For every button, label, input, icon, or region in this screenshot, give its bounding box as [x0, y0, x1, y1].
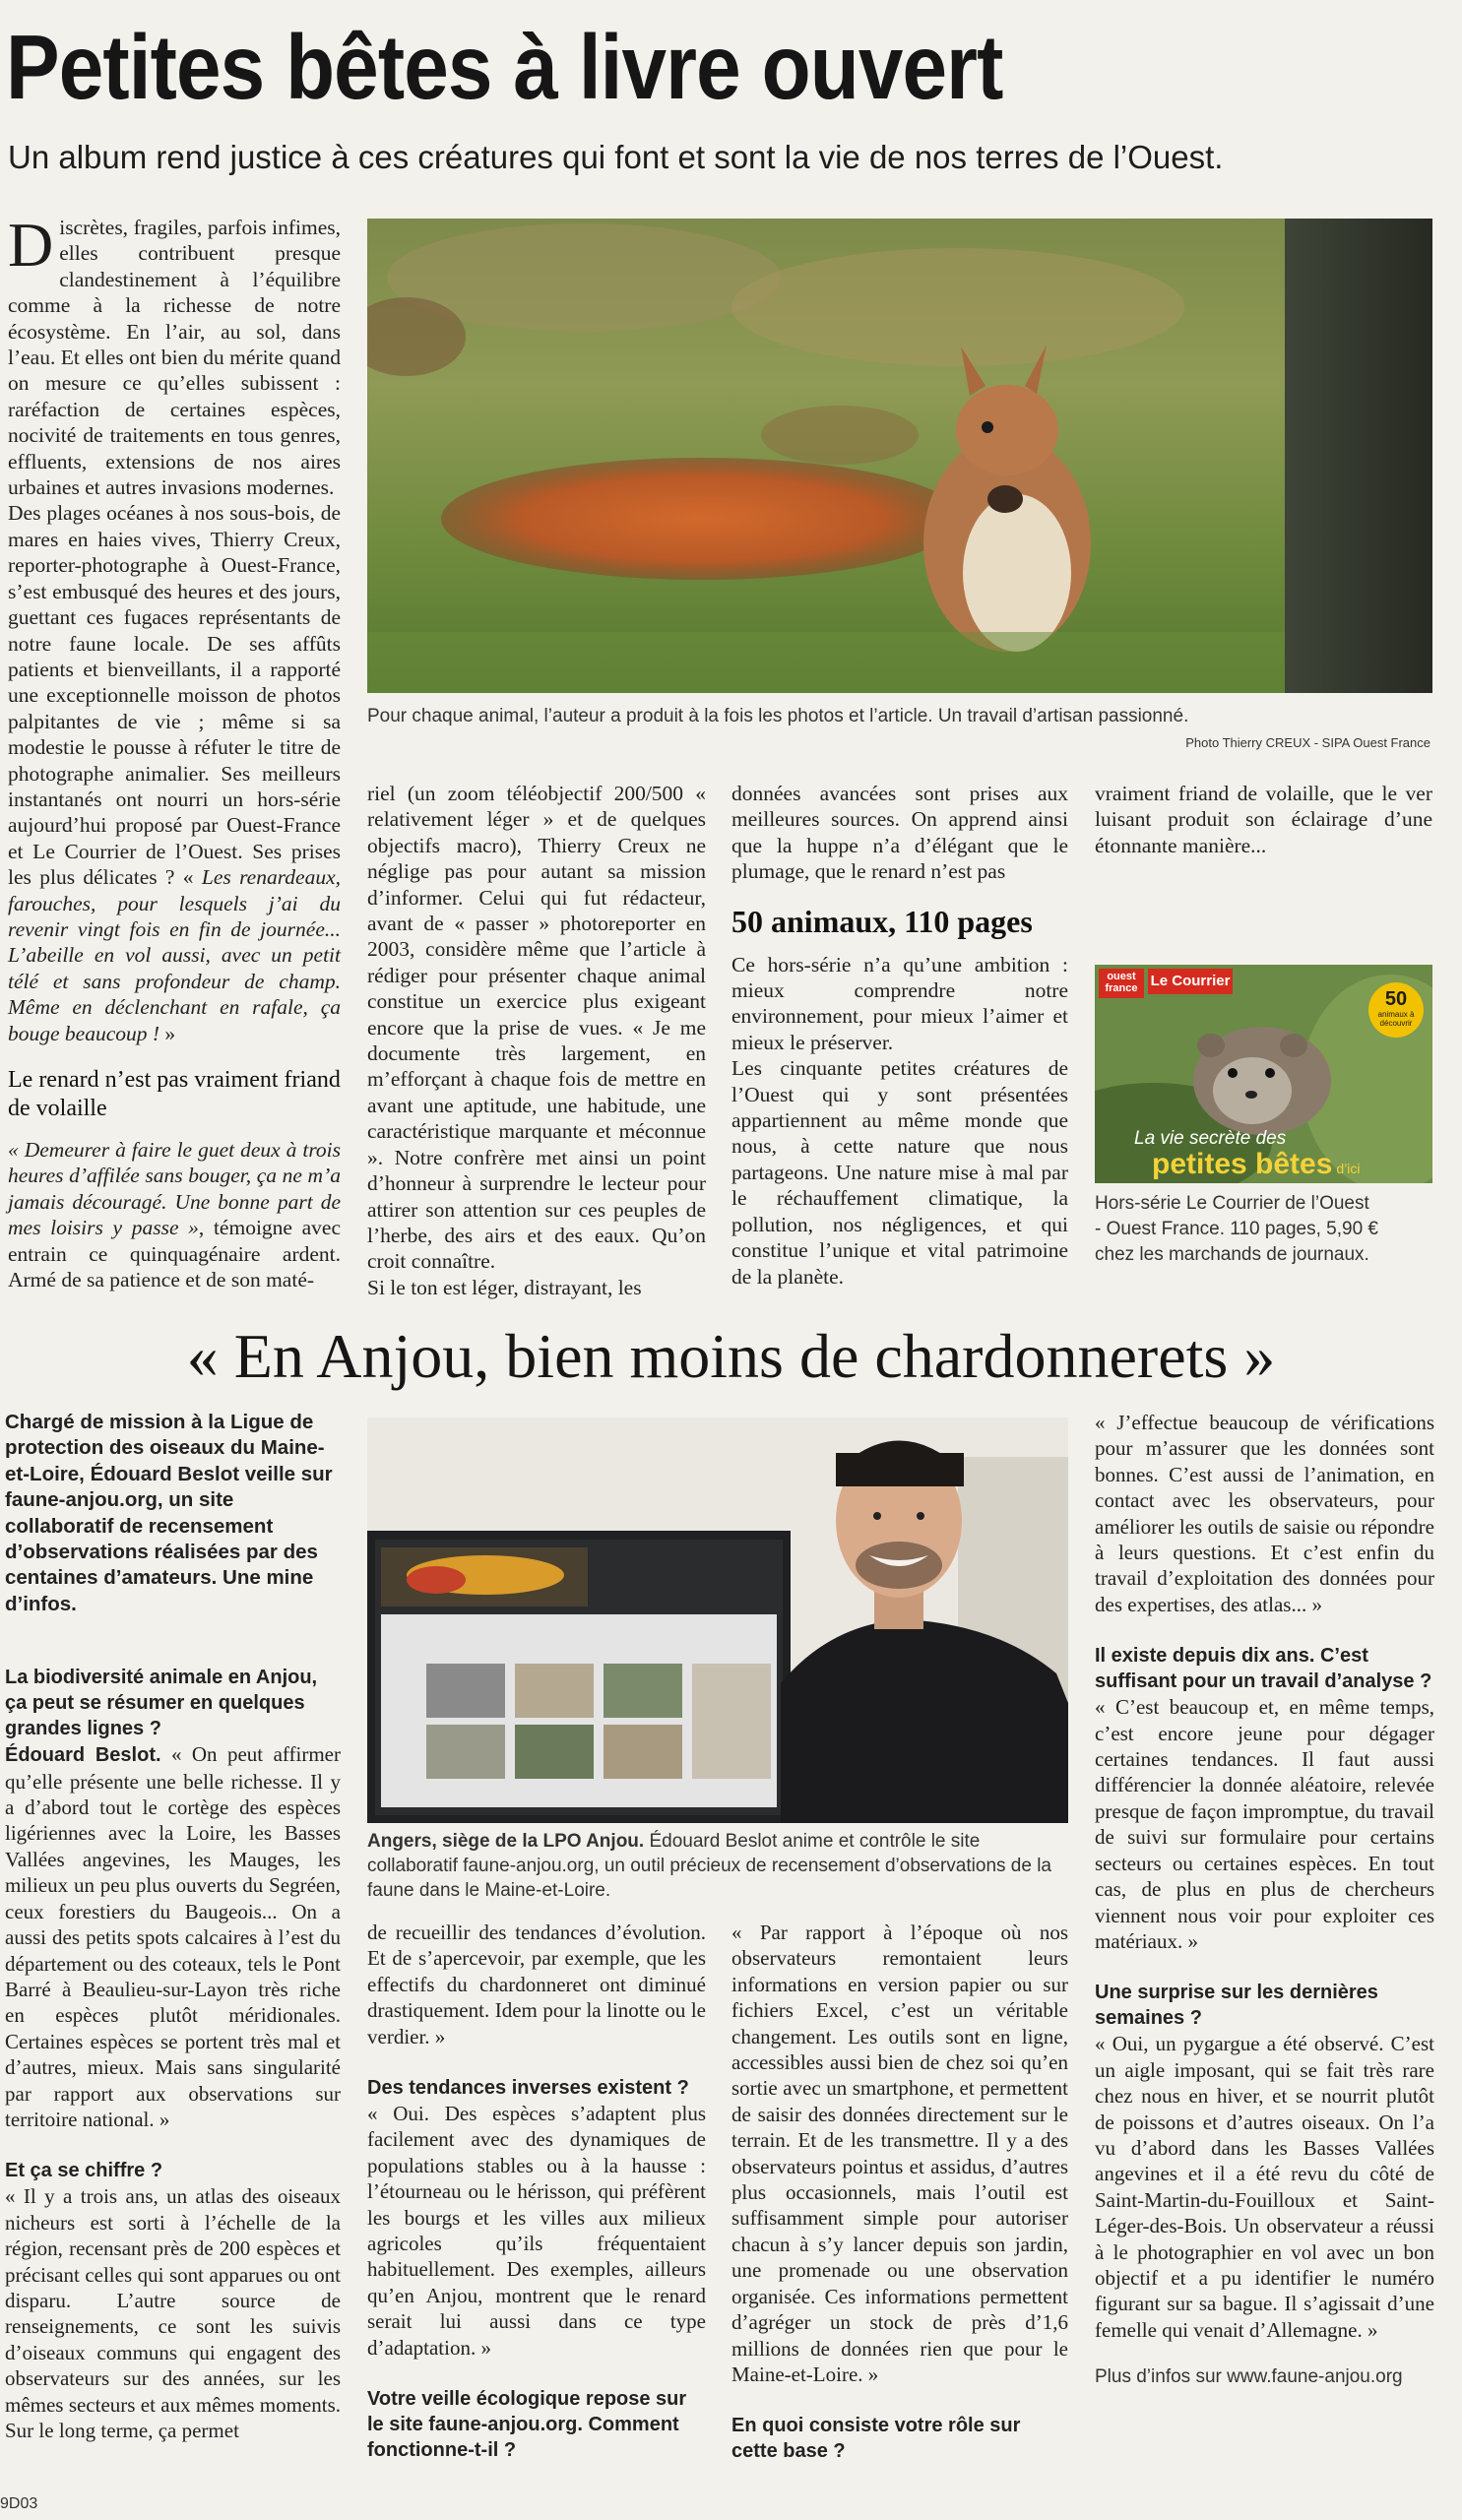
article2-q6: Il existe depuis dix ans. C’est suffisant pour un travail d’analyse ? — [1095, 1645, 1432, 1693]
article2-a6: « C’est beaucoup et, en même temps, c’est encore jeune pour dégager certaines tendances. Il faut aussi différencier la donnée aléatoire, relevée presque de façon impromptue, du travail de suivi sur formulaire pour certains secteurs ou certaines espèces. En tout cas, de plus en plus de chercheurs viennent nous voir pour exploiter ces matériaux. » — [1095, 1695, 1434, 1953]
article2-q3: Des tendances inverses existent ? — [367, 2077, 689, 2100]
interview-image — [367, 1418, 1068, 1823]
article1-col4-p1: vraiment friand de volaille, que le ver luisant produit son éclairage d’une étonnante manière... — [1095, 782, 1432, 857]
logo1-top: ouest — [1107, 971, 1136, 982]
dropcap: D — [8, 210, 54, 280]
article2-q2: Et ça se chiffre ? — [5, 2160, 163, 2182]
article2-col2 — [367, 1920, 706, 2463]
interview-caption-bold: Angers, siège de la LPO Anjou. — [367, 1831, 645, 1852]
article1-col1-p2: Des plages océanes à nos sous-bois, de mares en haies vives, Thierry Creux, reporter-photographe à Ouest-France, s’est embusqué des heures et des jours, guettant ces fugaces représentants de notre faune locale. De ses affûts patients et bienveillants, il a rapporté une exceptionnelle moisson de photos palpitantes de vie ; même si sa modestie le pousse à réfuter le titre de photographe animalier. Ses meilleurs instantanés ont nourri un hors-série aujourd’hui proposé par Ouest-France et Le Courrier de l’Ouest. Ses prises les plus délicates ? « — [8, 501, 341, 890]
article1-col4 — [1095, 781, 1432, 858]
interview-photo-caption — [367, 1829, 1068, 1903]
squirrel-image — [367, 219, 1432, 693]
article2-a7: « Oui, un pygargue a été observé. C’est un aigle imposant, qui se fait très rare chez nous en hiver, et se nourrit plutôt de poissons et d’autres oiseaux. On l’a vu d’abord dans les Basses Vallées angevines et il a été revu du côté de Saint-Martin-du-Fouilloux et Saint-Léger-des-Bois. Un observateur a réussi à le photographier en vol avec un bon objectif et a pu identifier le numéro figurant sur sa bague. Il s’agissait d’une femelle qui venait d’Allemagne. » — [1095, 2032, 1434, 2342]
le-courrier-logo: Le Courrier — [1148, 969, 1233, 994]
page-code: 9D03 — [0, 2495, 38, 2512]
badge-text: animaux à découvrir — [1377, 1010, 1415, 1028]
article1-col3-p1: données avancées sont prises aux meilleures sources. On apprend ainsi que la huppe n’a d’élégant que le plumage, que le renard n’est pas — [731, 782, 1068, 884]
article2-a2: « Il y a trois ans, un atlas des oiseaux nicheurs est sorti à l’échelle de la région, recensant près de 200 espèces et précisant celles qui sont apparues ou ont disparu. L’autre source de renseignements, ce sont les suivis d’oiseaux communs qui engagent des observateurs sur des années, sur les mêmes secteurs et aux mêmes moments. Sur le long terme, ça permet — [5, 2184, 341, 2442]
interview-photo — [367, 1418, 1068, 1823]
article1-col3-p3: Les cinquante petites créatures de l’Ouest qui y sont présentées appartiennent au même monde que nous, à cette nature que nous partageons. Une nature mise à mal par le réchauffement climatique, la pollution, nos négligences, et qui constitue l’unique et vital patrimoine de la planète. — [731, 1056, 1068, 1289]
article2-col3 — [731, 1920, 1068, 2464]
cover-line2 — [1152, 1148, 1361, 1181]
squirrel-photo — [367, 219, 1432, 693]
magazine-cover — [1095, 965, 1432, 1183]
ouest-france-logo — [1099, 969, 1144, 998]
badge-num: 50 — [1384, 988, 1408, 1010]
cover-line2-suffix: d’ici — [1336, 1161, 1361, 1176]
article2-a1 — [5, 1741, 341, 2132]
squirrel-photo-caption: Pour chaque animal, l’auteur a produit à la fois les photos et l’article. Un travail d’artisan passionné. — [367, 706, 1189, 726]
article2-a3: « Oui. Des espèces s’adaptent plus facilement avec des dynamiques de populations stables ou à la hausse : l’étourneau ou le hérisson, qui préfèrent les bourgs et les villes aux milieux agricoles qu’ils fréquentaient habituellement. Des exemples, ailleurs qu’en Anjou, montrent que le renard serait lui aussi dans ce type d’adaptation. » — [367, 2102, 706, 2360]
article1-col1-lead: iscrètes, fragiles, parfois infimes, elles contribuent presque clandestinement à l’équilibre comme à la richesse de notre écosystème. En l’air, au sol, dans l’eau. Et elles ont bien du mérite quand on mesure ce qu’elles subissent : raréfaction de certaines espèces, nocivité de traitements en tous genres, effluents, extensions de nos aires urbaines et autres invasions modernes. — [8, 216, 341, 500]
interview-caption-text: Édouard Beslot anime et contrôle le site collaboratif faune-anjou.org, un outil précieux de recensement d’observations de la faune dans le Maine-et-Loire. — [367, 1831, 1051, 1901]
article1-col2 — [367, 781, 706, 1300]
article2-footer-info: Plus d’infos sur www.faune-anjou.org — [1095, 2366, 1403, 2388]
cover-badge — [1368, 982, 1424, 1038]
article2-col1 — [5, 1410, 341, 2443]
article1-col3 — [731, 781, 1068, 1290]
article1-col1-quote-end: » — [159, 1021, 176, 1045]
article1-title: Petites bêtes à livre ouvert — [6, 16, 1003, 118]
article1-col1 — [8, 210, 341, 1292]
cover-caption: Hors-série Le Courrier de l’Ouest - Ouest France. 110 pages, 5,90 € chez les marchands de journaux. — [1095, 1193, 1378, 1265]
article1-col1-p3-quote: « Demeurer à faire le guet deux à trois heures d’affilée sans bouger, ça ne m’a jamais découragé. Une bonne part de mes loisirs y passe » — [8, 1138, 341, 1240]
article2-q1: La biodiversité animale en Anjou, ça peut se résumer en quelques grandes lignes ? — [5, 1667, 318, 1740]
article1-col1-p3-rest: , témoigne avec entrain ce quinquagénaire ardent. Armé de sa patience et de son maté- — [8, 1216, 341, 1292]
article2-q7: Une surprise sur les dernières semaines ? — [1095, 1982, 1378, 2030]
article1-col2-p1: riel (un zoom téléobjectif 200/500 « relativement léger » et de quelques objectifs macro), Thierry Creux ne néglige pas pour autant sa mission d’informer. Celui qui fut rédacteur, avant de « passer » photoreporter en 2003, considère même que l’article à rédiger pour présenter chaque animal constitue un exercice plus exigeant encore que la prise de vues. « Je me documente très largement, en m’efforçant à chaque fois de mettre en avant une aptitude, une habitude, une caractéristique marquante et méconnue ». Notre confrère met ainsi un point d’honneur à surprendre le lecteur pour attirer son attention sur ces peuples de l’herbe, des airs et des eaux. Qu’on croit connaître. — [367, 782, 706, 1274]
cover-line2-text: petites bêtes — [1152, 1148, 1333, 1180]
cover-line1: La vie secrète des — [1134, 1128, 1287, 1149]
article1-col2-p2: Si le ton est léger, distrayant, les — [367, 1275, 642, 1299]
article1-col3-heading: 50 animaux, 110 pages — [731, 903, 1033, 939]
article1-col3-p2: Ce hors-série n’a qu’une ambition : mieux comprendre notre environnement, pour mieux l’aimer et mieux le préserver. — [731, 952, 1068, 1054]
article2-a1-text: « On peut affirmer qu’elle présente une belle richesse. Il y a d’abord tout le cortège des espèces ligériennes avec la Loire, les Basses Vallées angevines, les Mauges, les milieux un peu plus ouverts du Segréen, ceux forestiers du Baugeois... On a aussi des petits spots calcaires à l’est du département ou des coteaux, tels le Pont Barré à Beaulieu-sur-Layon très riche en espèces plutôt méridionales. Certaines espèces se portent très mal et d’autres, mieux. Mais sans singularité par rapport aux observations sur territoire national. » — [5, 1742, 341, 2131]
article2-a2-cont: de recueillir des tendances d’évolution. Et de s’apercevoir, par exemple, que les effectifs du chardonneret ont diminué drastiquement. Idem pour la linotte ou le verdier. » — [367, 1921, 706, 2048]
article1-intertitle: Le renard n’est pas vraiment friand de volaille — [8, 1067, 341, 1121]
article2-a1-speaker: Édouard Beslot. — [5, 1744, 161, 1767]
article1-subtitle: Un album rend justice à ces créatures qui font et sont la vie de nos terres de l’Ouest. — [8, 139, 1224, 175]
article2-title: « En Anjou, bien moins de chardonnerets » — [186, 1321, 1276, 1391]
squirrel-photo-credit: Photo Thierry CREUX - SIPA Ouest France — [1185, 735, 1430, 750]
article2-a5: « J’effectue beaucoup de vérifications pour m’assurer que les données sont bonnes. C’est aussi de l’animation, en contact avec les observateurs, pour améliorer les outils de saisie ou répondre à leurs questions. Et c’est enfin du travail d’exploitation des données pour des expertises, des atlas... » — [1095, 1411, 1434, 1616]
article2-col4 — [1095, 1410, 1434, 2389]
article1-col1-quote: Les renardeaux, farouches, pour lesquels j’ai du revenir vingt fois en fin de journée... L’abeille en vol aussi, avec un petit télé et sans profondeur de champ. Même en déclenchant en rafale, ça bouge beaucoup ! — [8, 865, 341, 1045]
logo1-bottom: france — [1105, 982, 1138, 994]
article2-q4: Votre veille écologique repose sur le site faune-anjou.org. Comment fonctionne-t-il ? — [367, 2388, 687, 2462]
article2-q5: En quoi consiste votre rôle sur cette base ? — [731, 2415, 1021, 2463]
article2-a4: « Par rapport à l’époque où nos observateurs remontaient leurs informations en version papier ou sur fichiers Excel, c’est un véritable changement. Les outils sont en ligne, accessibles aussi bien de chez soi qu’en sortie avec un smartphone, et permettent de saisir des données directement sur le terrain. Et de les transmettre. Il y a des observateurs pointus et assidus, d’autres plus occasionnels, mais l’outil est suffisamment simple pour autoriser chacun à s’y lancer depuis son jardin, une promenade ou une observation organisée. Ces informations permettent d’agréger un stock de près d’1,6 millions de données rien que pour le Maine-et-Loire. » — [731, 1921, 1068, 2386]
article2-lead: Chargé de mission à la Ligue de protection des oiseaux du Maine-et-Loire, Édouard Beslot veille sur faune-anjou.org, un site collaboratif de recensement d’observations réalisées par des centaines d’amateurs. Une mine d’infos. — [5, 1411, 333, 1615]
